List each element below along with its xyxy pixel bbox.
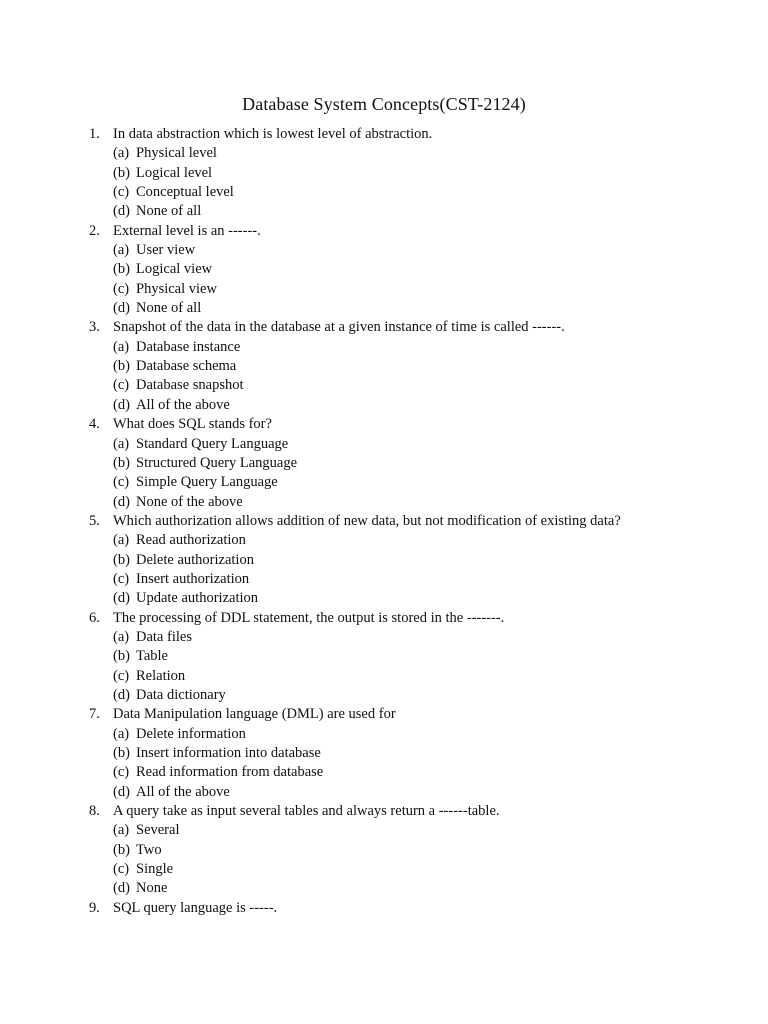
answer-option — [0, 396, 768, 415]
question-line — [0, 705, 768, 724]
question-number: 3. — [89, 319, 100, 336]
option-label: (a) — [113, 532, 130, 549]
option-text: None of all — [136, 300, 202, 317]
option-text: Standard Query Language — [136, 435, 289, 452]
option-label: (c) — [113, 764, 130, 781]
question-text: External level is an ------. — [113, 222, 261, 239]
option-text: Data dictionary — [136, 686, 226, 703]
answer-option — [0, 260, 768, 279]
answer-option — [0, 763, 768, 782]
option-text: Insert information into database — [136, 745, 321, 761]
option-text: Read authorization — [136, 532, 246, 549]
answer-option — [0, 299, 768, 318]
question-number: 7. — [89, 706, 100, 723]
option-text: None — [136, 880, 168, 897]
answer-option — [0, 821, 768, 840]
option-text: Database schema — [136, 358, 237, 375]
question-text: The processing of DDL statement, the output is stored in the -------. — [113, 609, 505, 626]
option-label: (d) — [113, 686, 130, 703]
option-text: Logical level — [136, 164, 213, 181]
option-text: Table — [136, 648, 168, 665]
option-text: Structured Query Language — [136, 454, 298, 471]
question-number: 2. — [89, 222, 100, 239]
question-item — [0, 318, 768, 415]
question-item — [0, 512, 768, 609]
option-text: Logical view — [136, 261, 213, 278]
option-label: (c) — [113, 280, 130, 297]
option-label: (a) — [113, 242, 130, 259]
option-text: All of the above — [136, 396, 230, 413]
answer-option — [0, 493, 768, 512]
question-text: Which authorization allows addition of new data, but not modification of existing data? — [113, 512, 621, 529]
question-line — [0, 609, 768, 628]
answer-option — [0, 686, 768, 705]
answer-option — [0, 241, 768, 260]
option-text: None of the above — [136, 493, 243, 510]
option-label: (d) — [113, 203, 130, 220]
answer-option — [0, 338, 768, 357]
answer-option — [0, 376, 768, 395]
option-label: (d) — [113, 493, 130, 510]
option-label: (b) — [113, 551, 130, 568]
question-number: 5. — [89, 512, 100, 529]
question-line — [0, 125, 768, 144]
option-text: Database snapshot — [136, 377, 244, 394]
answer-option — [0, 725, 768, 744]
option-label: (d) — [113, 783, 130, 800]
question-line — [0, 318, 768, 337]
option-label: (d) — [113, 396, 130, 413]
answer-option — [0, 879, 768, 898]
option-label: (c) — [113, 474, 130, 491]
question-line — [0, 512, 768, 531]
question-text: In data abstraction which is lowest level of abstraction. — [113, 126, 433, 142]
answer-option — [0, 841, 768, 860]
answer-option — [0, 435, 768, 454]
option-text: Conceptual level — [136, 184, 234, 201]
option-text: Several — [136, 822, 180, 839]
question-text: SQL query language is -----. — [113, 899, 278, 916]
option-text: Physical view — [136, 280, 217, 297]
answer-option — [0, 531, 768, 550]
option-label: (d) — [113, 590, 130, 607]
option-text: Database instance — [136, 338, 241, 355]
option-label: (d) — [113, 880, 130, 897]
option-label: (a) — [113, 725, 130, 742]
option-text: User view — [136, 242, 196, 259]
question-number: 9. — [89, 899, 100, 916]
answer-option — [0, 202, 768, 221]
option-label: (c) — [113, 861, 130, 878]
question-item — [0, 415, 768, 512]
question-line — [0, 415, 768, 434]
option-label: (c) — [113, 377, 130, 394]
question-item — [0, 705, 768, 802]
option-text: Delete authorization — [136, 551, 254, 568]
option-label: (a) — [113, 435, 130, 452]
question-item — [0, 802, 768, 899]
answer-option — [0, 357, 768, 376]
answer-option — [0, 860, 768, 879]
question-text: What does SQL stands for? — [113, 416, 272, 433]
option-label: (d) — [113, 300, 130, 317]
question-item — [0, 125, 768, 222]
option-label: (b) — [113, 358, 130, 375]
option-label: (b) — [113, 454, 130, 471]
option-label: (b) — [113, 841, 130, 858]
answer-option — [0, 783, 768, 802]
option-label: (b) — [113, 261, 130, 278]
answer-option — [0, 164, 768, 183]
option-text: Physical level — [136, 145, 217, 162]
option-label: (b) — [113, 745, 130, 761]
question-line — [0, 802, 768, 821]
question-number: 1. — [89, 126, 100, 142]
question-line — [0, 222, 768, 241]
answer-option — [0, 551, 768, 570]
answer-option — [0, 667, 768, 686]
answer-option — [0, 570, 768, 589]
option-text: Single — [136, 861, 174, 878]
option-text: None of all — [136, 203, 202, 220]
question-number: 4. — [89, 416, 100, 433]
answer-option — [0, 454, 768, 473]
answer-option — [0, 589, 768, 608]
option-text: Read information from database — [136, 764, 324, 781]
answer-option — [0, 647, 768, 666]
option-label: (c) — [113, 570, 130, 587]
option-text: Delete information — [136, 725, 246, 742]
option-label: (b) — [113, 648, 130, 665]
answer-option — [0, 183, 768, 202]
option-label: (a) — [113, 822, 130, 839]
option-label: (a) — [113, 145, 130, 162]
option-label: (c) — [113, 667, 130, 684]
question-list — [0, 125, 768, 918]
option-text: Insert authorization — [136, 570, 250, 587]
question-item — [0, 899, 768, 918]
answer-option — [0, 144, 768, 163]
question-text: Snapshot of the data in the database at a given instance of time is called ------. — [113, 319, 565, 336]
answer-option — [0, 744, 768, 763]
question-item — [0, 609, 768, 706]
question-text: A query take as input several tables and always return a ------table. — [113, 803, 500, 820]
answer-option — [0, 628, 768, 647]
option-label: (a) — [113, 338, 130, 355]
question-number: 8. — [89, 803, 100, 820]
option-text: Update authorization — [136, 590, 258, 607]
question-item — [0, 222, 768, 319]
question-text: Data Manipulation language (DML) are used for — [113, 706, 396, 723]
answer-option — [0, 280, 768, 299]
answer-option — [0, 473, 768, 492]
option-text: All of the above — [136, 783, 230, 800]
question-line — [0, 899, 768, 918]
option-label: (b) — [113, 164, 130, 181]
option-text: Simple Query Language — [136, 474, 278, 491]
question-number: 6. — [89, 609, 100, 626]
option-label: (a) — [113, 628, 130, 645]
option-text: Relation — [136, 667, 186, 684]
option-text: Data files — [136, 628, 192, 645]
page-title: Database System Concepts(CST-2124) — [242, 94, 526, 114]
option-label: (c) — [113, 184, 130, 201]
option-text: Two — [136, 841, 162, 858]
